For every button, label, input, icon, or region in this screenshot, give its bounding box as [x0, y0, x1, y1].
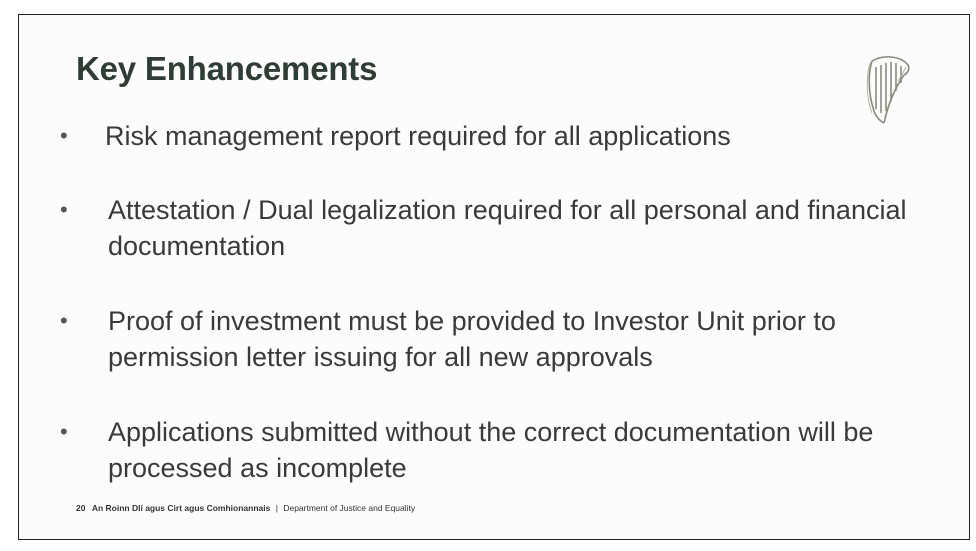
- bullet-text: Applications submitted without the correct documentation will be processed as incomplete: [108, 417, 874, 483]
- bullet-text: Attestation / Dual legalization required for all personal and financial documentation: [108, 195, 907, 261]
- department-name-irish: An Roinn Dlí agus Cirt agus Comhionannais: [91, 503, 271, 513]
- bullet-text: Proof of investment must be provided to Investor Unit prior to permission letter issuing for all new approvals: [108, 306, 836, 372]
- harp-icon: [862, 53, 912, 125]
- bullet-dot: •: [60, 123, 68, 148]
- bullet-text: Risk management report required for all applications: [105, 121, 731, 151]
- footer-separator: |: [275, 503, 278, 513]
- bullet-dot: •: [60, 419, 68, 444]
- slide-footer: [76, 503, 415, 513]
- page-number: 20: [76, 503, 86, 513]
- bullet-dot: •: [60, 197, 68, 222]
- slide-title: Key Enhancements: [76, 50, 378, 87]
- bullet-dot: •: [60, 308, 68, 333]
- department-name-english: Department of Justice and Equality: [283, 503, 416, 513]
